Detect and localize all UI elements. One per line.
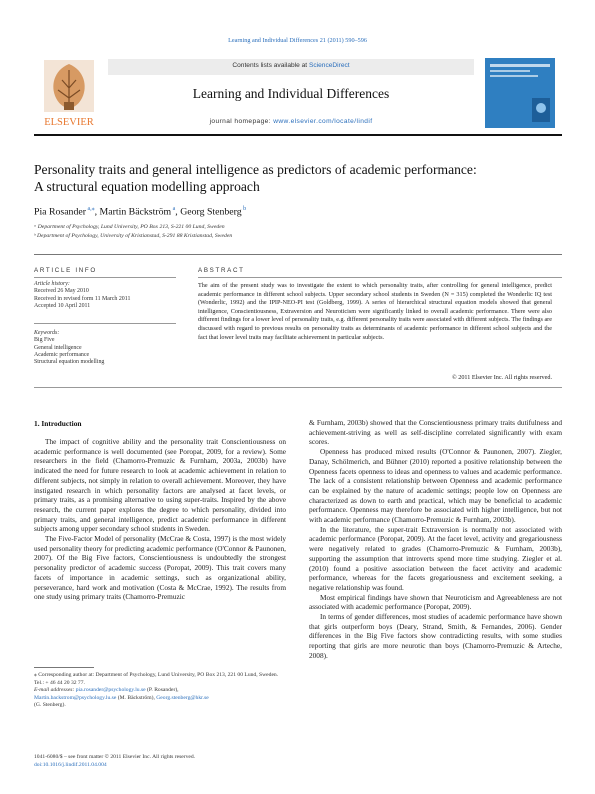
- email-label: E-mail addresses:: [34, 687, 76, 694]
- abstract-copyright: © 2011 Elsevier Inc. All rights reserved.: [451, 374, 552, 381]
- section-heading: 1. Introduction: [34, 419, 82, 428]
- accepted-date: Accepted 10 April 2011: [34, 302, 91, 309]
- email-link[interactable]: pia.rosander@psychology.lu.se: [75, 687, 146, 694]
- issn-line: 1041-6080/$ – see front matter © 2011 Elsevier Inc. All rights reserved.: [34, 754, 196, 760]
- divider: [34, 387, 562, 388]
- author-affiliation-mark[interactable]: b: [241, 206, 247, 212]
- footnote: [34, 672, 286, 710]
- keywords-label: Keywords:: [34, 330, 60, 336]
- journal-homepage: [108, 118, 474, 125]
- journal-cover-image: [480, 58, 560, 128]
- received-date: Received 26 May 2010: [34, 288, 89, 295]
- paragraph: The impact of cognitive ability and the personality trait Conscientiousness on academic performance is well documented (see Poropat, 2009, for a review). Some researchers in the field (Chamorro-Premuzic & Furnham, 2003a, 2003b) have indicated the need for future research to look at academic achievement in relation to different subjects, not simply in relation to overall achievement. Moreover, they have instigated research in which personality factors are analysed at facet levels, or primary traits, as a promising alternative to using super-traits. Inspired by the above research, the current paper explores the degree to which personality, divided into primary traits, and general intelligence, predict academic performance in different subjects among upper secondary school students in Sweden.: [34, 437, 286, 534]
- revised-date: Received in revised form 11 March 2011: [34, 295, 131, 302]
- journal-reference: Learning and Individual Differences 21 (2011) 590–596: [228, 37, 367, 44]
- email-link[interactable]: Georg.stenberg@hkr.se: [156, 694, 209, 701]
- email-link[interactable]: Martin.backstrom@psychology.lu.se: [34, 694, 117, 701]
- title-line-2: A structural equation modelling approach: [34, 179, 260, 194]
- doi-link[interactable]: doi:10.1016/j.lindif.2011.04.004: [34, 761, 107, 768]
- article-title: [34, 161, 562, 195]
- front-matter: [34, 754, 286, 769]
- paragraph: Most empirical findings have shown that Neuroticism and Agreeableness are not associated with academic performance (Poropat, 2009).: [309, 592, 562, 612]
- email-owner: (P. Rosander),: [145, 687, 179, 694]
- author-name[interactable]: Pia Rosander: [34, 206, 86, 218]
- divider: [34, 323, 176, 324]
- author-affiliation-mark[interactable]: a: [171, 206, 176, 212]
- paragraph: Openness has produced mixed results (O'Connor & Paunonen, 2007). Ziegler, Danay, Schölmerich, and Bühner (2010) reported a positive relationship between the Openness facets openness to ideas and openness to values and academic performance. The lack of a consistent relationship between Openness and academic performance can be explained by the nature of academic settings; people low on Openness are characterized as down to earth and practical, which may be beneficial to academic performance. Openness may therefore be associated with higher intelligence, but not with academic performance (Chamorro-Premuzic & Furnham, 2003b).: [309, 447, 562, 525]
- footnote-rule: [34, 667, 94, 668]
- keyword: Structural equation modelling: [34, 359, 105, 366]
- body-left-column: [34, 437, 286, 602]
- corresponding-author: ⁎ Corresponding author at: Department of Psychology, Lund University, PO Box 213, 221 00 Lund, Sweden. Tel.: + 46 44 20 32 77.: [34, 672, 279, 686]
- keyword: General intelligence: [34, 344, 82, 351]
- keyword: Big Five: [34, 337, 55, 344]
- sciencedirect-link[interactable]: ScienceDirect: [308, 62, 350, 69]
- header-rule: [34, 134, 562, 136]
- affiliation-a: ᵃ Department of Psychology, Lund University, PO Box 213, S-221 00 Lund, Sweden: [34, 224, 225, 230]
- paragraph: The Five-Factor Model of personality (McCrae & Costa, 1997) is the most widely used personality theory for predicting academic performance (O'Connor & Paunonen, 2007). Of the Big Five factors, Conscientiousness is undoubtedly the strongest personality predictor of academic success (Poropat, 2009). This trait covers many facets of importance in academic settings, such as organizational ability, perseverance, hard work and motivation (Costa & McCrae, 1992). The results from one study using primary traits (Chamorro-Premuzic: [34, 534, 286, 602]
- paragraph: In terms of gender differences, most studies of academic performance have shown that girls outperform boys (Deary, Strand, Smith, & Fernandes, 2006). Gender differences in the Big Five factors show contradicting results, with some studies reporting that girls are more neurotic than boys (Chamorro-Premuzic & Arteche, 2008).: [309, 612, 562, 660]
- divider: [34, 277, 176, 278]
- author-list: [34, 205, 246, 217]
- article-history: [34, 281, 174, 310]
- abstract-heading: ABSTRACT: [198, 267, 245, 274]
- contents-prefix: Contents lists available at: [232, 62, 309, 69]
- author-name[interactable]: , Martin Bäckström: [94, 206, 172, 218]
- publisher-wordmark: ELSEVIER: [44, 117, 94, 128]
- paragraph: In the literature, the super-trait Extraversion is normally not associated with academic performance (Poropat, 2009). At the facet level, activity and gregariousness were negatively related to grades (Chamorro-Premuzic & Furnham, 2003b), supporting the assumption that introverts spend more time studying. Ziegler et al. (2010) found a positive association between the facet activity and academic performance, whereas for the facets gregariousness and excitement seeking, a negative relationship was found.: [309, 524, 562, 592]
- divider: [34, 254, 562, 255]
- email-owner: (M. Bäckström),: [116, 694, 157, 701]
- journal-title: Learning and Individual Differences: [192, 86, 390, 101]
- history-label: Article history:: [34, 281, 70, 287]
- keyword: Academic performance: [34, 351, 90, 358]
- keywords: [34, 330, 174, 366]
- title-line-1: Personality traits and general intelligence as predictors of academic performance:: [34, 162, 477, 177]
- homepage-link[interactable]: www.elsevier.com/locate/lindif: [273, 118, 373, 125]
- body-right-column: [309, 418, 562, 661]
- homepage-prefix: journal homepage:: [209, 118, 274, 125]
- abstract-text: The aim of the present study was to investigate the extent to which personality traits, after controlling for general intelligence, predict academic performance in different school subjects. Upper secondary school students in Sweden (N = 315) completed the Wonderlic IQ test (Wonderlic, 1992) and the IPIP-NEO-PI test (Goldberg, 1999). A series of hierarchical structural equation models showed that general intelligence, Conscientiousness, Extraversion and Neuroticism were significantly linked to overall academic performance. There were also different findings for a lower level of personality traits, e.g. different personality traits were associated with different subjects. The findings are discussed with regard to previous results on personality traits as determinants of academic performance in different school subjects and the fact that lower level traits may facilitate achievement in particular subjects.: [198, 282, 552, 341]
- paragraph: & Furnham, 2003b) showed that the Conscientiousness primary traits dutifulness and achievement-striving as well as self-discipline correlated significantly with exam scores.: [309, 418, 562, 447]
- divider: [198, 277, 562, 278]
- author-name[interactable]: , Georg Stenberg: [175, 206, 242, 218]
- author-affiliation-mark[interactable]: a,⁎: [85, 206, 95, 212]
- affiliation-b: ᵇ Department of Psychology, University of Kristianstad, S-291 88 Kristianstad, Sweden: [34, 233, 233, 239]
- email-owner: (G. Stenberg).: [34, 702, 66, 709]
- elsevier-logo: [36, 58, 102, 130]
- contents-line: [108, 62, 474, 69]
- article-info-heading: ARTICLE INFO: [34, 267, 97, 274]
